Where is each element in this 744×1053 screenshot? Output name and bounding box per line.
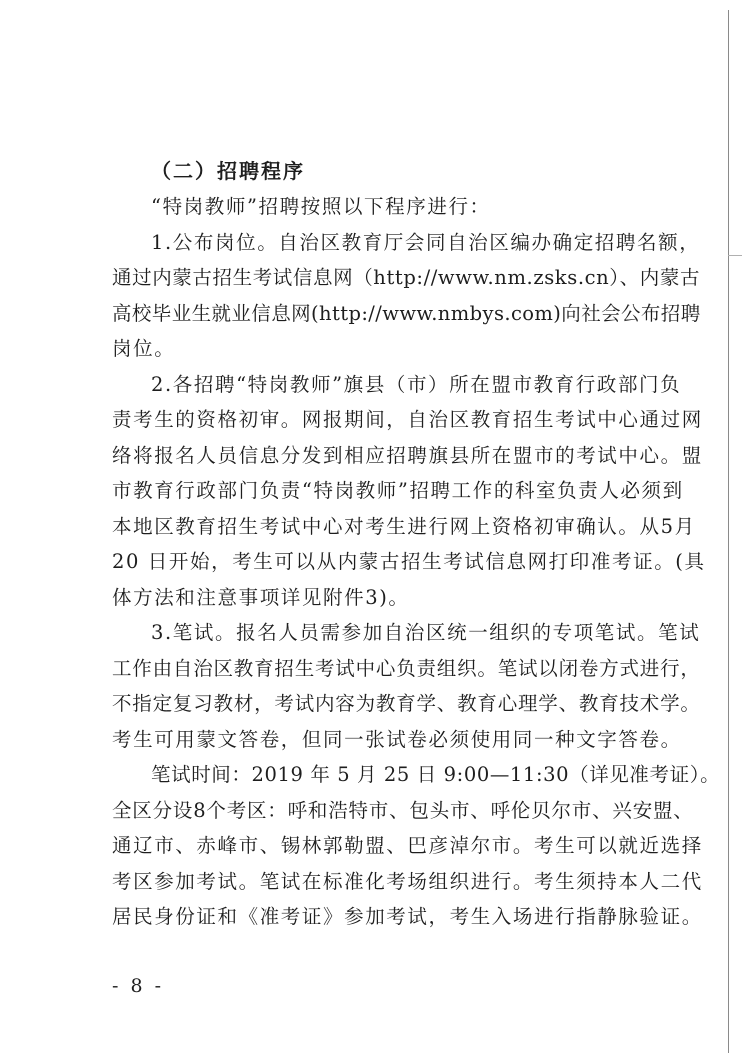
paragraph-intro-line: “特岗教师”招聘按照以下程序进行：	[151, 195, 491, 218]
scan-edge-line	[728, 10, 729, 1053]
paragraph-exam-time-line: 通辽市、赤峰市、锡林郭勒盟、巴彦淖尔市。考生可以就近选择	[112, 834, 703, 857]
section-heading: （二）招聘程序	[151, 159, 305, 183]
paragraph-step2-line: 2.各招聘“特岗教师”旗县（市）所在盟市教育行政部门负	[151, 373, 682, 396]
paragraph-step3-line: 3.笔试。报名人员需参加自治区统一组织的专项笔试。笔试	[151, 621, 701, 644]
paragraph-step1-line: 岗位。	[112, 337, 176, 360]
paragraph-step2-line: 20 日开始，考生可以从内蒙古招生考试信息网打印准考证。(具	[112, 550, 706, 573]
paragraph-step3-line: 工作由自治区教育招生考试中心负责组织。笔试以闭卷方式进行，	[112, 657, 701, 680]
paragraph-step2-line: 本地区教育招生考试中心对考生进行网上资格初审确认。从5月	[112, 515, 696, 538]
paragraph-step2-line: 络将报名人员信息分发到相应招聘旗县所在盟市的考试中心。盟	[112, 444, 703, 467]
paragraph-step1-line: 1.公布岗位。自治区教育厅会同自治区编办确定招聘名额，	[151, 231, 701, 254]
scan-edge-tick	[728, 255, 742, 256]
paragraph-step2-line: 责考生的资格初审。网报期间，自治区教育招生考试中心通过网	[112, 408, 703, 431]
paragraph-step1-line: 通过内蒙古招生考试信息网（http://www.nm.zsks.cn）、内蒙古	[112, 266, 701, 289]
paragraph-step3-line: 不指定复习教材，考试内容为教育学、教育心理学、教育技术学。	[112, 692, 701, 715]
page-number: - 8 -	[112, 975, 165, 997]
paragraph-step1-line: 高校毕业生就业信息网(http://www.nmbys.com)向社会公布招聘	[112, 302, 701, 325]
paragraph-exam-time-line: 全区分设8个考区：呼和浩特市、包头市、呼伦贝尔市、兴安盟、	[112, 799, 694, 822]
paragraph-step3-line: 考生可用蒙文答卷，但同一张试卷必须使用同一种文字答卷。	[112, 728, 682, 751]
paragraph-step2-line: 体方法和注意事项详见附件3)。	[112, 586, 410, 609]
paragraph-exam-time-line: 居民身份证和《准考证》参加考试，考生入场进行指静脉验证。	[112, 905, 703, 928]
paragraph-exam-time-line: 笔试时间：2019 年 5 月 25 日 9:00—11:30（详见准考证）。	[151, 763, 721, 786]
paragraph-step2-line: 市教育行政部门负责“特岗教师”招聘工作的科室负责人必须到	[112, 479, 684, 502]
paragraph-exam-time-line: 考区参加考试。笔试在标准化考场组织进行。考生须持本人二代	[112, 870, 703, 893]
